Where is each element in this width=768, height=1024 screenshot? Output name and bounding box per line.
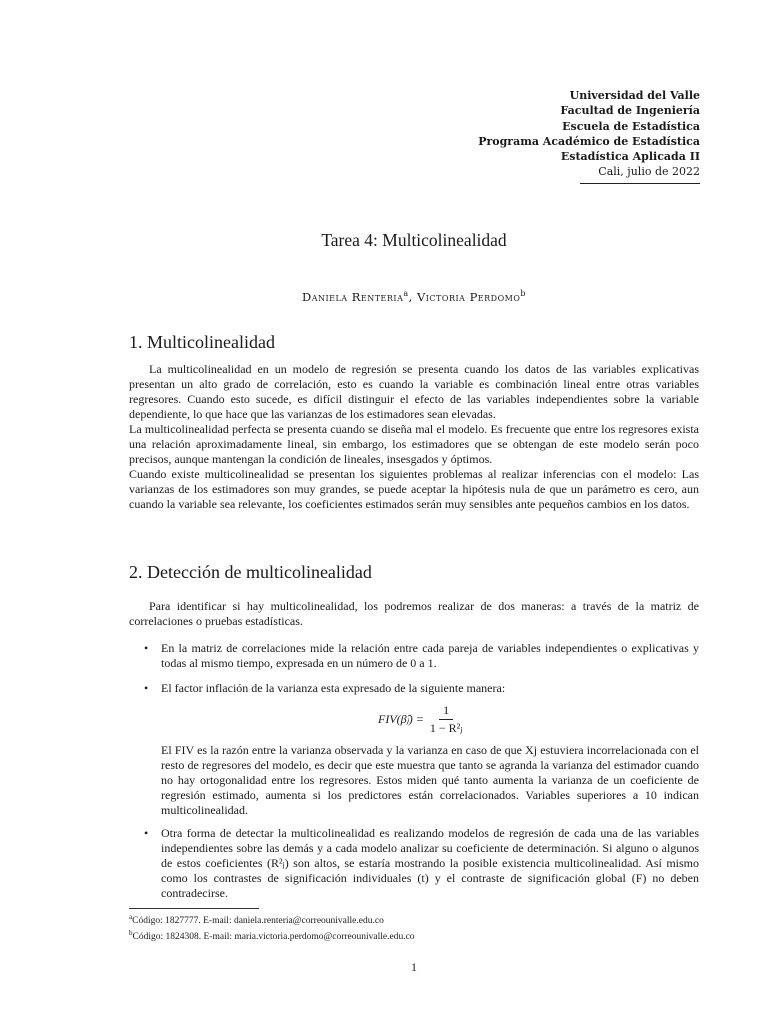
course-name: Estadística Aplicada II: [560, 150, 700, 164]
formula-lhs: FIV(β̂ⱼ) =: [378, 712, 424, 726]
list-item: [144, 681, 699, 696]
faculty-name: Facultad de Ingeniería: [560, 104, 700, 118]
document-date: Cali, julio de 2022: [580, 164, 700, 183]
fiv-formula: [378, 703, 462, 736]
bullet-icon: •: [144, 681, 149, 695]
bullet-icon: •: [144, 826, 149, 840]
list-item-detail: [161, 743, 699, 818]
list-item-text: En la matriz de correlaciones mide la relación entre cada pareja de variables independientes o explicativas y todas al mismo tiempo, expresada en un número de 0 a 1.: [161, 641, 699, 670]
footnote-text: Código: 1827777. E-mail: daniela.renteria@correounivalle.edu.co: [132, 916, 384, 927]
footnote-rule: [129, 908, 259, 909]
document-title: Tarea 4: Multicolinealidad: [321, 230, 507, 250]
author-name: Victoria Perdomo: [416, 289, 521, 304]
institution-header: [478, 88, 700, 184]
footnote-mark: b: [520, 289, 527, 298]
footnotes: [129, 908, 699, 943]
list-item-text: El FIV es la razón entre la varianza observada y la varianza en caso de que Xj estuviera incorrelacionada con el resto de regresores del modelo, es decir que este muestra que tanto se agranda la varianza del estimador cuando no hay ortogonalidad entre los regresores. Estos miden qué tanto aumenta la varianza de un coeficiente de regresión estimado, aumenta si los predictores están correlacionados. Variables superiores a 10 indican multicolinealidad.: [161, 743, 699, 817]
program-name: Programa Académico de Estadística: [478, 134, 700, 148]
footnote-mark: b: [129, 929, 133, 938]
formula-fraction: [430, 703, 462, 736]
footnote-mark: a: [129, 913, 133, 921]
author-separator: ,: [408, 289, 417, 304]
section-body: [129, 362, 699, 512]
paragraph: La multicolinealidad en un modelo de regresión se presenta cuando los datos de las variables explicativas presentan un alto grado de correlación, esto es cuando la variable es combinación lineal entre otras variables regresores. Cuando esto sucede, es difícil distinguir el efecto de las variables independientes sobre la variable dependiente, lo que hace que las varianzas de los estimadores sean elevadas.: [129, 362, 699, 421]
paragraph: La multicolinealidad perfecta se presenta cuando se diseña mal el modelo. Es frecuente que entre los regresores exista una relación aproximadamente lineal, sin embargo, los estimadores que se obtengan de este modelo serán poco precisos, aunque mantengan la condición de lineales, insesgados y óptimos.: [129, 422, 699, 466]
formula-numerator: 1: [439, 703, 453, 720]
footnote: [129, 927, 699, 943]
university-name: Universidad del Valle: [569, 89, 700, 102]
list-item-text: Otra forma de detectar la multicolinealidad es realizando modelos de regresión de cada una de las variables independientes sobre las demás y a cada modelo analizar su coeficiente de determinación. Si alguno o algunos de estos coeficientes (R²ⱼ) son altos, se estaría mostrando la posible existencia multicolinealidad. Así mismo como los contrastes de significación individuales (t) y el contraste de significación global (F) no deben contradecirse.: [161, 826, 699, 900]
section-body: [129, 599, 699, 629]
formula-denominator: 1 − R²ⱼ: [429, 721, 463, 735]
author-name: Daniela Renteria: [301, 289, 404, 304]
bullet-icon: •: [144, 641, 149, 655]
list-item: [144, 641, 699, 671]
footnote: [129, 911, 699, 927]
paragraph: Cuando existe multicolinealidad se presentan los siguientes problemas al realizar inferencias con el modelo: Las varianzas de los estimadores son muy grandes, se puede aceptar la hipótesis nula de que un parámetro es cero, aun cuando la variable sea relevante, los coeficientes estimados serán muy sensibles ante pequeños cambios en los datos.: [129, 467, 699, 511]
paragraph: Para identificar si hay multicolinealidad, los podremos realizar de dos maneras: a través de la matriz de correlaciones o pruebas estadísticas.: [129, 599, 699, 628]
footnote-text: Código: 1824308. E-mail: maria.victoria.perdomo@correounivalle.edu.co: [132, 932, 415, 943]
page-number: 1: [411, 960, 417, 974]
list-item: [144, 826, 699, 901]
list-item-text: El factor inflación de la varianza esta expresado de la siguiente manera:: [161, 681, 506, 695]
school-name: Escuela de Estadística: [562, 119, 700, 133]
footnote-mark: a: [403, 289, 409, 298]
section-heading: 1. Multicolinealidad: [129, 332, 275, 352]
section-heading: 2. Detección de multicolinealidad: [129, 562, 372, 582]
author-line: [0, 289, 768, 304]
